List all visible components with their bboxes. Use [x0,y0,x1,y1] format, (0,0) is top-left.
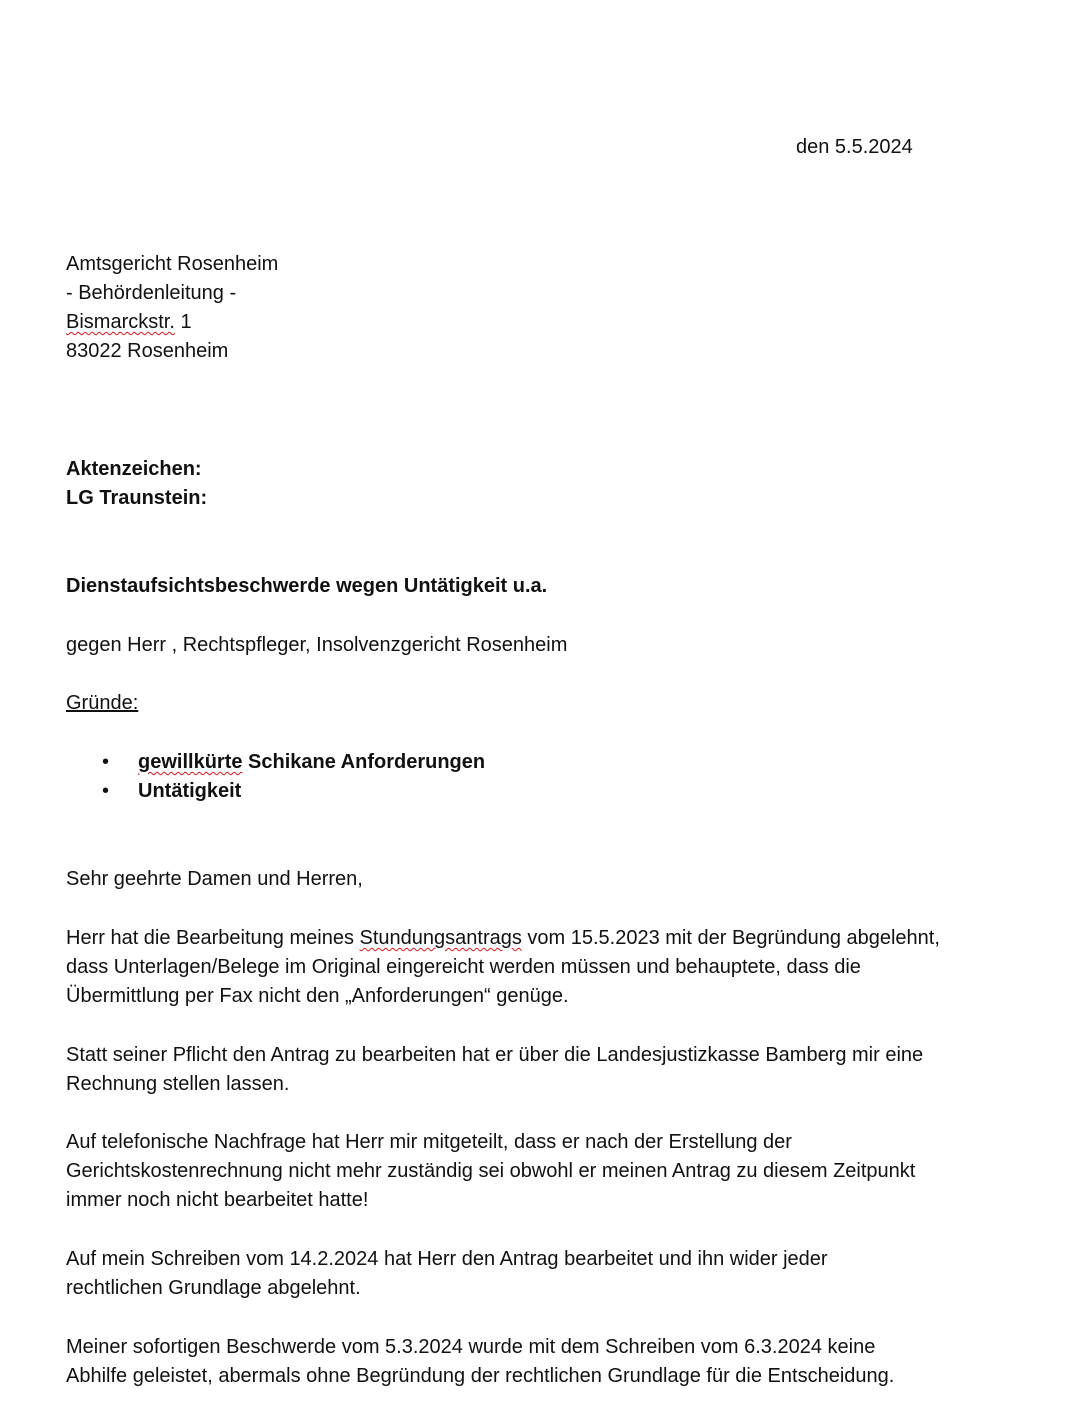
recipient-department: - Behördenleitung - [66,282,237,304]
recipient-address [66,250,278,366]
salutation: Sehr geehrte Damen und Herren, [66,868,363,890]
reasons-heading: Gründe: [66,692,139,714]
subject-line: Dienstaufsichtsbeschwerde wegen Untätigkeit u.a. [66,575,548,597]
paragraph-2 [66,1041,1036,1099]
paragraph-5-body [66,1333,1036,1391]
paragraph-1 [66,924,1036,1011]
spellcheck-word-gewillkuerte: gewillkürte [138,751,243,773]
bullet-icon: • [102,751,110,773]
reason-1-text: Schikane Anforderungen [242,751,486,773]
paragraph-1-line-1-start: Herr hat die Bearbeitung meines [66,927,360,949]
list-item [66,748,485,777]
paragraph-1-line-1 [66,924,1036,953]
paragraph-3-line-3: immer noch nicht bearbeitet hatte! [66,1189,369,1211]
paragraph-5-line-2: Abhilfe geleistet, abermals ohne Begründung der rechtlichen Grundlage für die Entscheidung. [66,1365,895,1387]
paragraph-2-body [66,1041,1036,1099]
spellcheck-word-stundungsantrags: Stundungsantrags [359,927,522,949]
paragraph-3-line-2: Gerichtskostenrechnung nicht mehr zuständig sei obwohl er meinen Antrag zu diesem Zeitpunkt [66,1160,916,1182]
recipient-street-number: 1 [174,311,192,333]
paragraph-3-line-1: Auf telefonische Nachfrage hat Herr mir mitgeteilt, dass er nach der Erstellung der [66,1131,792,1153]
paragraph-4-line-2: rechtlichen Grundlage abgelehnt. [66,1277,361,1299]
paragraph-1-line-3: Übermittlung per Fax nicht den „Anforderungen“ genüge. [66,985,569,1007]
recipient-city: 83022 Rosenheim [66,340,229,362]
lg-traunstein-label: LG Traunstein: [66,487,208,509]
list-item [66,777,485,806]
reference-block [66,455,207,513]
reason-2-text: Untätigkeit [138,780,242,802]
paragraph-2-line-2: Rechnung stellen lassen. [66,1073,290,1095]
paragraph-4-body [66,1245,1036,1303]
bullet-icon: • [102,780,110,802]
paragraph-1-body [66,924,1036,1011]
against-line: gegen Herr , Rechtspfleger, Insolvenzgericht Rosenheim [66,634,568,656]
recipient-court: Amtsgericht Rosenheim [66,253,279,275]
paragraph-3-body [66,1128,1036,1215]
recipient-street [66,308,278,337]
paragraph-5 [66,1333,1036,1391]
reasons-list [66,748,485,806]
paragraph-1-line-1-end: vom 15.5.2023 mit der Begründung abgelehnt, [521,927,940,949]
reasons-list-container [66,748,485,806]
paragraph-3 [66,1128,1036,1215]
paragraph-4 [66,1245,1036,1303]
spellcheck-word-street: Bismarckstr. [66,311,175,333]
aktenzeichen-label: Aktenzeichen: [66,458,202,480]
letter-date: den 5.5.2024 [796,136,913,158]
paragraph-1-line-2: dass Unterlagen/Belege im Original eingereicht werden müssen und behauptete, dass die [66,956,861,978]
paragraph-2-line-1: Statt seiner Pflicht den Antrag zu bearbeiten hat er über die Landesjustizkasse Bamberg mir eine [66,1044,924,1066]
paragraph-4-line-1: Auf mein Schreiben vom 14.2.2024 hat Herr den Antrag bearbeitet und ihn wider jeder [66,1248,828,1270]
paragraph-5-line-1: Meiner sofortigen Beschwerde vom 5.3.2024 wurde mit dem Schreiben vom 6.3.2024 keine [66,1336,876,1358]
